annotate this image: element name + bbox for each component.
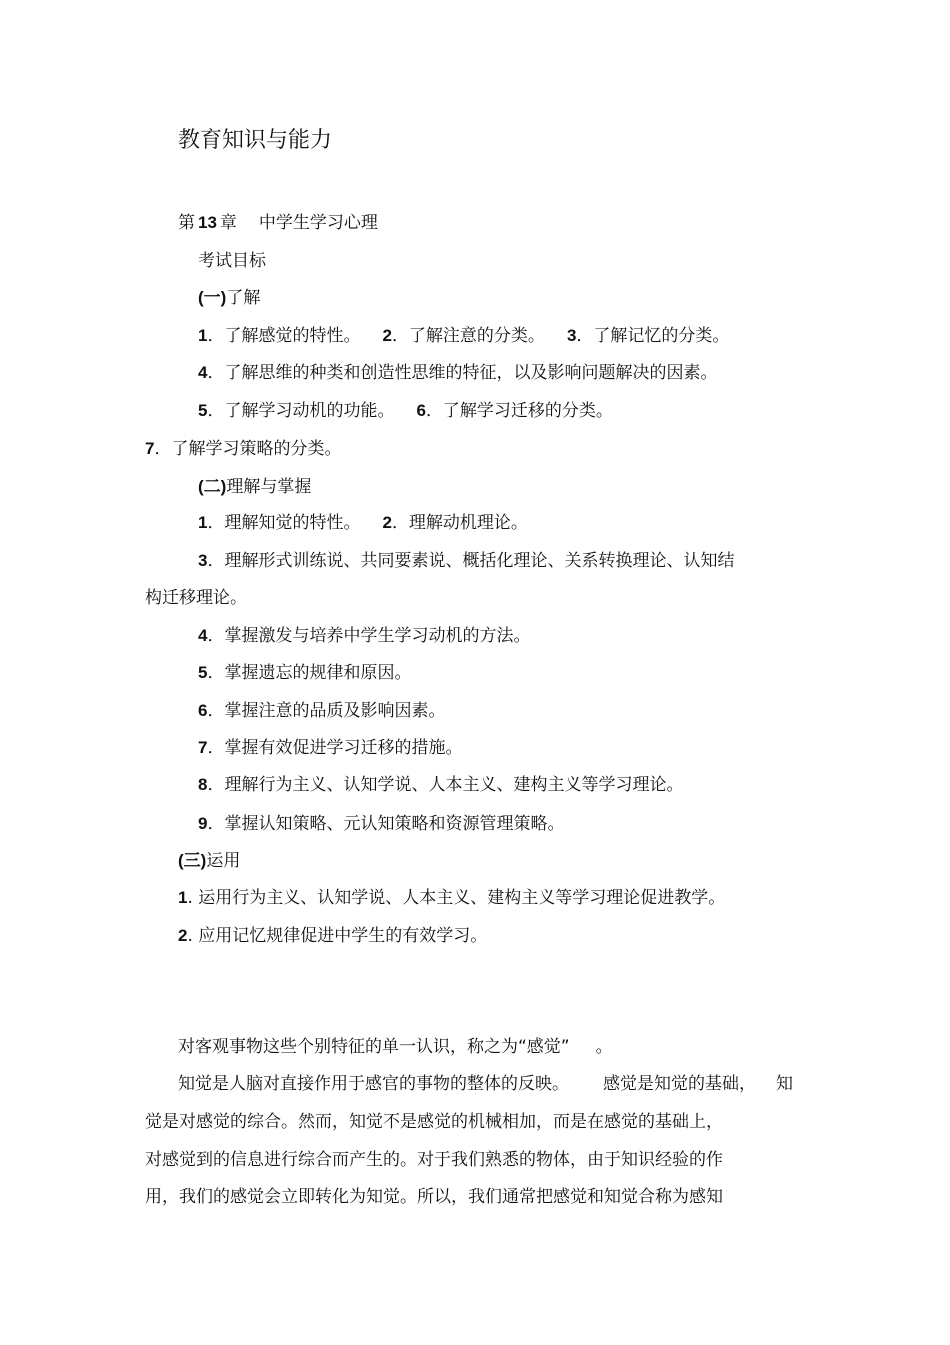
section3-heading [178, 851, 240, 871]
item-number: 1 [198, 513, 208, 532]
section2-line-7 [198, 775, 683, 795]
item-text: ．了解思维的种类和创造性思维的特征，以及影响问题解决的因素。 [207, 363, 718, 383]
item-number: 1 [178, 888, 188, 907]
section3-line-1 [178, 888, 725, 908]
item-number: 6 [198, 701, 208, 720]
item-text: . 运用行为主义、认知学说、人本主义、建构主义等学习理论促进教学。 [187, 888, 726, 908]
section1-line-4 [145, 439, 341, 459]
document-title: 教育知识与能力 [178, 128, 333, 153]
section3-mark: (三) [178, 851, 207, 870]
item-text: ．了解学习动机的功能。 [207, 401, 395, 421]
item-number: 5 [198, 663, 208, 682]
section2-title: 理解与掌握 [226, 477, 312, 497]
section2-line-1 [198, 513, 528, 533]
item-text: ．掌握遗忘的规律和原因。 [207, 663, 412, 683]
item-text: ．掌握注意的品质及影响因素。 [207, 701, 446, 721]
item-text: ．了解学习迁移的分类。 [425, 401, 613, 421]
section1-line-2 [198, 363, 717, 383]
section2-line-8 [198, 814, 564, 834]
section1-mark: (一) [198, 288, 227, 307]
paragraph-text: 知觉是人脑对直接作用于感官的事物的整体的反映。 [178, 1074, 569, 1094]
chapter-heading [178, 213, 378, 233]
item-number: 9 [198, 814, 208, 833]
paragraph-text: 知 [776, 1074, 793, 1094]
body-paragraph-1 [178, 1037, 613, 1057]
chapter-prefix: 第 [178, 213, 195, 233]
section2-line-3 [198, 626, 530, 646]
exam-goals-heading: 考试目标 [198, 251, 266, 271]
chapter-suffix: 章 [219, 213, 237, 233]
section2-line-5 [198, 701, 445, 721]
section2-heading [198, 477, 311, 497]
section1-line-3 [198, 401, 613, 421]
item-text: ．理解形式训练说、共同要素说、概括化理论、关系转换理论、认知结 [207, 551, 735, 571]
body-paragraph-2-line-2: 觉是对感觉的综合。然而，知觉不是感觉的机械相加，而是在感觉的基础上， [145, 1112, 723, 1132]
paragraph-end: 。 [595, 1037, 613, 1057]
item-number: 7 [198, 738, 208, 757]
item-text: ．了解学习策略的分类。 [154, 439, 342, 459]
section1-heading [198, 288, 260, 308]
section3-line-2 [178, 926, 487, 946]
item-text: ．理解行为主义、认知学说、人本主义、建构主义等学习理论。 [207, 775, 684, 795]
item-number: 1 [198, 326, 208, 345]
item-number: 7 [145, 439, 155, 458]
section2-line-4 [198, 663, 411, 683]
item-number: 4 [198, 626, 208, 645]
section2-line-2 [198, 551, 734, 571]
item-text: ．了解感觉的特性。 [207, 326, 361, 346]
paragraph-text: 感觉是知觉的基础， [603, 1074, 756, 1094]
item-text: ．掌握认知策略、元认知策略和资源管理策略。 [207, 814, 565, 834]
item-number: 2 [382, 326, 392, 345]
section1-title: 了解 [226, 288, 261, 308]
item-number: 3 [198, 551, 208, 570]
section2-line-2-cont: 构迁移理论。 [145, 588, 247, 608]
chapter-name: 中学生学习心理 [258, 213, 378, 233]
item-number: 3 [566, 326, 577, 345]
section3-title: 运用 [206, 851, 241, 871]
item-number: 5 [198, 401, 208, 420]
item-number: 2 [382, 513, 392, 532]
body-paragraph-2-line-1 [178, 1074, 793, 1094]
section1-line-1 [198, 326, 729, 346]
paragraph-text: 对客观事物这些个别特征的单一认识，称之为“感觉” [178, 1037, 570, 1057]
item-text: ．掌握有效促进学习迁移的措施。 [207, 738, 463, 758]
item-text: ．了解记忆的分类。 [576, 326, 730, 346]
chapter-number: 13 [198, 213, 217, 232]
item-number: 2 [178, 926, 188, 945]
section2-mark: (二) [198, 477, 227, 496]
item-text: ．了解注意的分类。 [391, 326, 545, 346]
item-number: 8 [198, 775, 208, 794]
item-text: ．理解知觉的特性。 [207, 513, 361, 533]
item-text: ．掌握激发与培养中学生学习动机的方法。 [207, 626, 531, 646]
item-text: ．理解动机理论。 [391, 513, 528, 533]
body-paragraph-2-line-4: 用，我们的感觉会立即转化为知觉。所以，我们通常把感觉和知觉合称为感知 [145, 1187, 723, 1207]
section2-line-6 [198, 738, 462, 758]
item-number: 4 [198, 363, 208, 382]
item-number: 6 [416, 401, 426, 420]
item-text: . 应用记忆规律促进中学生的有效学习。 [187, 926, 488, 946]
body-paragraph-2-line-3: 对感觉到的信息进行综合而产生的。对于我们熟悉的物体，由于知识经验的作 [145, 1150, 723, 1170]
